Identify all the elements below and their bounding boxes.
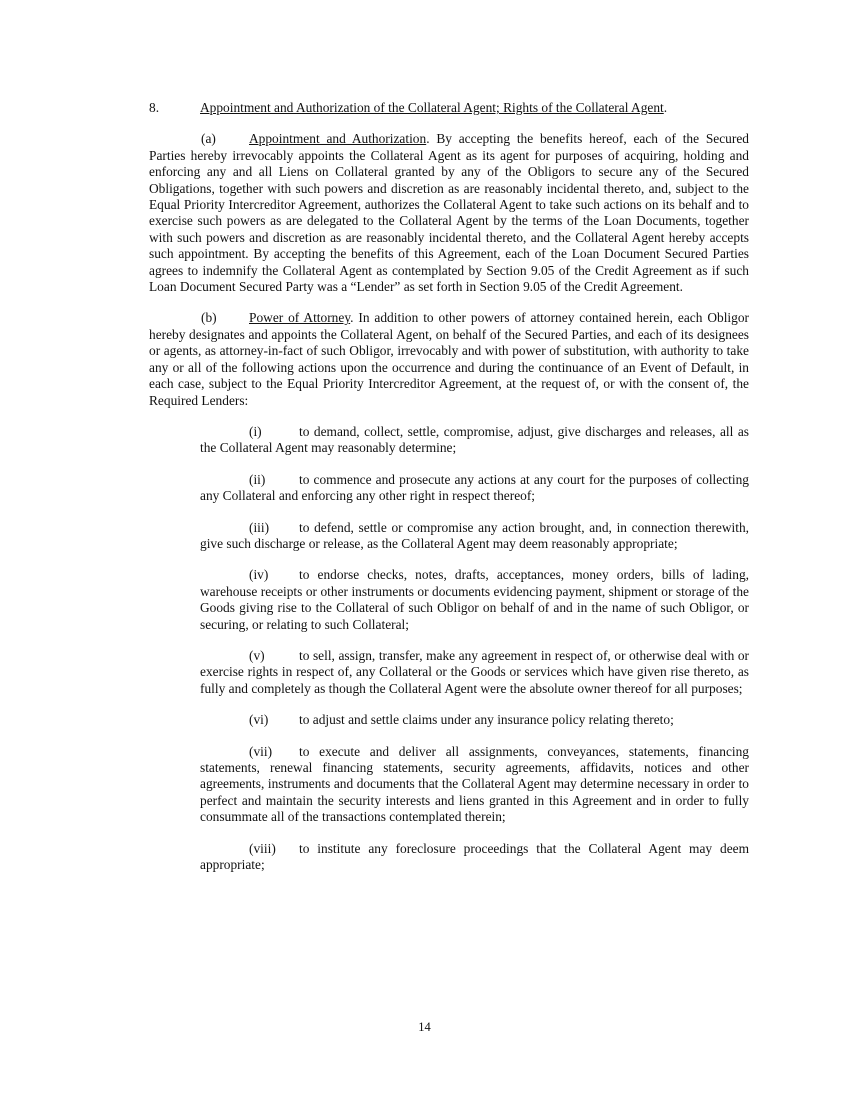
clause-v-text: to sell, assign, transfer, make any agreement in respect of, or otherwise deal with or exercise rights in respect of, any Collateral or the Goods or services which have given rise thereto, as fully and completely as though the Collateral Agent were the absolute owner thereof for all purposes;: [200, 647, 749, 696]
paragraph-a-text: . By accepting the benefits hereof, each of the Secured Parties hereby irrevocably appoints the Collateral Agent as its agent for purposes of acquiring, holding and enforcing any and all Liens on Collateral granted by any of the Obligors to secure any of the Secured Obligations, together with such powers and discretion as are reasonably incidental thereto, and, subject to the Equal Priority Intercreditor Agreement, authorizes the Collateral Agent to take such actions on its behalf and to exercise such powers as are delegated to the Collateral Agent by the terms of the Loan Documents, together with such powers and discretion as are reasonably incidental thereto, and the Collateral Agent hereby accepts such appointment. By accepting the benefits of this Agreement, each of the Loan Document Secured Parties agrees to indemnify the Collateral Agent as contemplated by Section 9.05 of the Credit Agreement as if such Loan Document Secured Party was a “Lender” as set forth in Section 9.05 of the Credit Agreement.: [149, 131, 749, 295]
paragraph-a: [149, 131, 749, 295]
clause-iii-text: to defend, settle or compromise any action brought, and, in connection therewith, give such discharge or release, as the Collateral Agent may deem reasonably appropriate;: [200, 519, 749, 551]
paragraph-b: [149, 310, 749, 408]
clause-vi-label: (vi): [249, 712, 269, 728]
paragraph-a-label: (a): [201, 131, 216, 147]
clause-i: [200, 424, 749, 457]
clause-iii-label: (iii): [249, 519, 270, 535]
clause-i-text: to demand, collect, settle, compromise, adjust, give discharges and releases, all as the Collateral Agent may reasonably determine;: [200, 423, 749, 456]
section-title: Appointment and Authorization of the Collateral Agent; Rights of the Collateral Agent: [200, 100, 664, 115]
section-title-period: .: [663, 100, 668, 115]
paragraph-b-label: (b): [201, 310, 217, 326]
clause-vii-text: to execute and deliver all assignments, conveyances, statements, financing statements, renewal financing statements, security agreements, affidavits, notices and other agreements, instruments and documents that the Collateral Agent may determine necessary in order to perfect and maintain the security interests and liens granted in this Agreement and in order to fully consummate all of the transactions contemplated therein;: [200, 743, 749, 825]
clause-vii: [200, 744, 749, 826]
clause-ii: [200, 472, 749, 505]
paragraph-b-heading: Power of Attorney: [249, 310, 351, 326]
clause-viii-text: to institute any foreclosure proceedings that the Collateral Agent may deem appropriate;: [200, 840, 749, 873]
section-number: 8.: [149, 100, 160, 115]
section-heading: [149, 100, 749, 116]
clause-v-label: (v): [249, 647, 265, 663]
page-body: [149, 100, 749, 873]
clause-viii: [200, 841, 749, 874]
clause-i-label: (i): [249, 423, 262, 439]
clause-ii-text: to commence and prosecute any actions at any court for the purposes of collecting any Collateral and enforcing any other right in respect thereof;: [200, 471, 749, 504]
paragraph-b-text: . In addition to other powers of attorney contained herein, each Obligor hereby designates and appoints the Collateral Agent, on behalf of the Secured Parties, and each of its designees or agents, as attorney-in-fact of such Obligor, irrevocably and with power of substitution, with authority to take any or all of the following actions upon the occurrence and during the continuance of an Event of Default, in each case, subject to the Equal Priority Intercreditor Agreement, at the request of, or with the consent of, the Required Lenders:: [149, 310, 749, 408]
clause-iii: [200, 520, 749, 553]
clause-iv-text: to endorse checks, notes, drafts, acceptances, money orders, bills of lading, warehouse receipts or other instruments or documents evidencing payment, shipment or storage of the Goods giving rise to the Collateral of such Obligor on behalf of and in the name of such Obligor, or securing, or relating to such Collateral;: [200, 567, 749, 632]
clause-vi-text: to adjust and settle claims under any insurance policy relating thereto;: [299, 712, 674, 728]
clause-iv-label: (iv): [249, 567, 269, 583]
clause-viii-label: (viii): [249, 840, 276, 856]
page-number: 14: [418, 1020, 431, 1034]
clause-iv: [200, 567, 749, 633]
clause-vii-label: (vii): [249, 743, 273, 759]
clause-ii-label: (ii): [249, 471, 266, 487]
clause-v: [200, 648, 749, 697]
paragraph-a-heading: Appointment and Authorization: [249, 131, 427, 147]
clause-vi: [200, 712, 749, 728]
